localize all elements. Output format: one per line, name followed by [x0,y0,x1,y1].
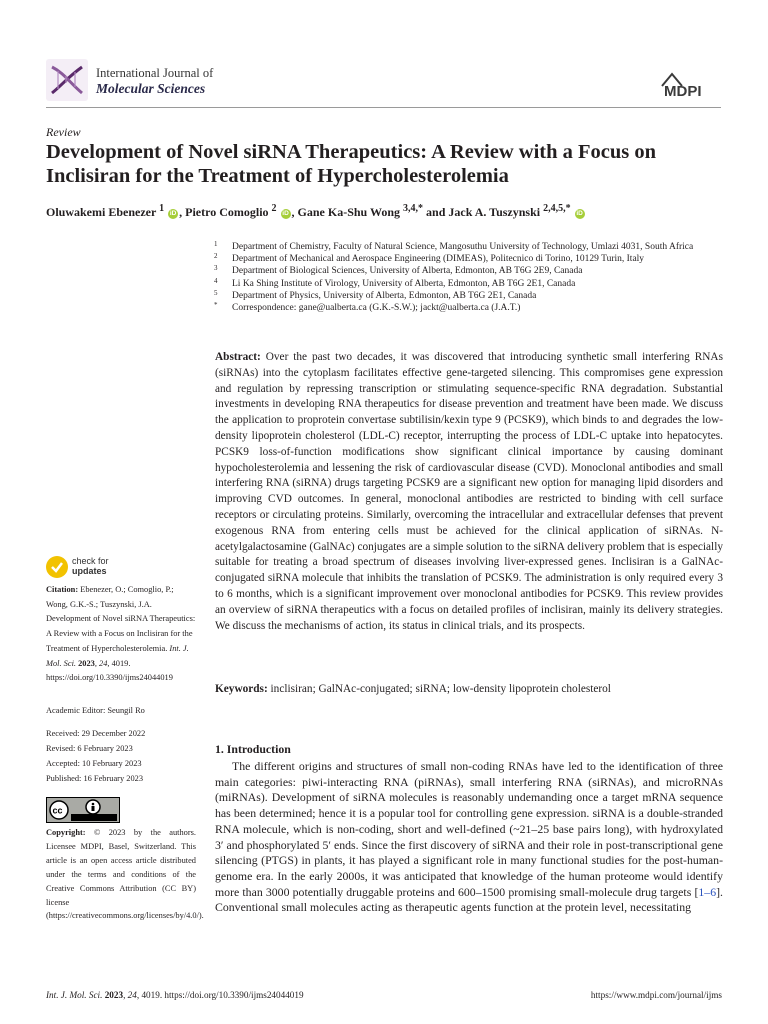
reference-link[interactable]: 1–6 [698,884,717,899]
abstract-text: Over the past two decades, it was discovered that introducing synthetic small interfering RNAs (siRNAs) into the cytoplasm facilitates effective gene-targeted silencing. This compromises gene expression and regulation by repressing transcription or stimulating sequence-specific RNA degradation. Substantial investments in developing RNA therapeutics for disease prevention and treatment have been made. We discuss the application to proprotein convertase subtilisin/kexin type 9 (PCSK9), which binds to and degrades the low-density lipoprotein cholesterol (LDL-C) receptor, interrupting the process of LDL-C uptake into hepatocytes. PCSK9 loss-of-function modifications show significant clinical importance by causing dominant hypocholesterolemia and lessening the risk of cardiovascular disease (CVD). Monoclonal antibodies and small interfering RNA (siRNA) drugs targeting PCSK9 are a significant new option for managing lipid disorders and improving CVD outcomes. In general, monoclonal antibodies are restricted to binding with cell surface receptors or circulating proteins. Similarly, overcoming the intracellular and extracellular defenses that prevent exogenous RNA from entering cells must be achieved for the clinical application of siRNAs. N-acetylgalactosamine (GalNAc) conjugates are a simple solution to the siRNA delivery problem that is especially suitable for treating a broad spectrum of diseases involving liver-expressed genes. Inclisiran is a GalNAc-conjugated siRNA molecule that inhibits the translation of PCSK9. The administration is only required every 3 to 6 months, which is a significant improvement over monoclonal antibodies for PCSK9. This review provides an overview of siRNA therapeutics with a focus on detailed profiles of inclisiran, mainly its delivery strategies. We discuss the mechanisms of action, its status in clinical trials, and its prospects. [215,351,723,632]
author-name[interactable]: Gane Ka-Shu Wong [297,205,401,219]
keywords-text: inclisiran; GalNAc-conjugated; siRNA; low-density lipoprotein cholesterol [270,683,611,695]
check-for-updates-line1[interactable]: check for [72,556,109,566]
check-for-updates-line2[interactable]: updates [72,566,107,576]
publisher-logo [660,70,720,100]
orcid-icon[interactable]: iD [169,210,177,217]
affiliations [214,241,729,314]
journal-name-line2: Molecular Sciences [96,81,206,96]
cc-by-license-badge[interactable] [46,797,120,823]
journal-name-line1: International Journal of [96,66,214,80]
affiliation-item: 3 Department of Biological Sciences, University of Alberta, Edmonton, AB T6G 2E9, Canada [214,264,583,277]
footer-citation: Int. J. Mol. Sci. 2023, 24, 4019. https://doi.org/10.3390/ijms24044019 [46,990,304,1000]
affiliation-item: 4 Li Ka Shing Institute of Virology, University of Alberta, Edmonton, AB T6G 2E1, Canada [214,276,576,289]
footer-journal-url[interactable]: https://www.mdpi.com/journal/ijms [590,990,722,1000]
journal-logo [46,59,88,101]
affiliation-item: 2 Department of Mechanical and Aerospace Engineering (DIMEAS), Politecnico di Torino, 10129 Turin, Italy [214,252,645,265]
author-and: and [426,205,446,219]
abstract-label: Abstract: [215,351,261,363]
dna-helix-icon [46,59,88,101]
intro-paragraph: The different origins and structures of small non-coding RNAs have led to the identification of three main categories: piwi-interacting RNA (piRNAs), small interfering RNA (siRNAs), and microRNAs (miRNAs). Development of siRNA molecules is reasonably undemanding once a target mRNA sequence has been determined; hence it is a popular tool for controlling gene expression. siRNA is a double-stranded RNA molecule, which is non-coding, short and well-defined (~21–25 base pairs long), with hydroxylated 3′ and phosphorylated 5′ ends. Since the first discovery of siRNA and their role in post-transcriptional gene silencing (PTGS) in plants, it has played a significant role in many functional studies for the post-human-genome era. In the early 2000s, it was anticipated that knowledge of the human proteome would identify more than 3000 potentially druggable proteins and 600–1500 promising small-molecule drug targets [1–6]. Conventional small molecules acting as therapeutic agents function at the protein level, necessitating [215,759,723,915]
citation-doi[interactable]: , 4019. https://doi.org/10.3390/ijms24044019 [46,658,173,683]
author-name[interactable]: Jack A. Tuszynski [448,205,541,219]
correspondence: * Correspondence: gane@ualberta.ca (G.K.-S.W.); jackt@ualberta.ca (J.A.T.) [214,301,521,314]
author-list: Oluwakemi Ebenezer $^1$ iD , Pietro Comoglio $^2$ iD , Gane Ka-Shu Wong $^{3,4,*}$ and Jack A. Tuszynski $^{2,4,5,*}$ iD [46,203,583,219]
date-revised: Revised: 6 February 2023 [46,744,133,753]
academic-editor: Academic Editor: Seungil Ro [46,706,145,715]
author-sup: 2,4,5,* [543,203,571,214]
author-name[interactable]: Oluwakemi Ebenezer [46,205,157,219]
publisher-text: MDPI [664,83,702,100]
article-type: Review [46,125,81,139]
keywords-label: Keywords: [215,683,268,695]
svg-text:cc: cc [52,805,63,816]
article-title: Development of Novel siRNA Therapeutics: A Review with a Focus on Inclisiran for the Treatment of Hypercholesterolemia [46,141,657,187]
author-sup: 2 [271,203,277,214]
section-heading: 1. Introduction [215,742,291,756]
abstract [215,350,723,634]
affiliation-item: 1 Department of Chemistry, Faculty of Natural Science, Mangosuthu University of Technology, Umlazi 4031, South Africa [214,240,694,252]
header-divider [46,107,721,108]
date-received: Received: 29 December 2022 [46,729,146,738]
check-for-updates-icon[interactable] [46,556,68,578]
author-sup: 1 [159,203,165,214]
author-name[interactable]: Pietro Comoglio [185,205,269,219]
date-accepted: Accepted: 10 February 2023 [46,759,142,768]
date-published: Published: 16 February 2023 [46,774,144,783]
author-sup: 3,4,* [403,203,424,214]
citation-block: Citation: Ebenezer, O.; Comoglio, P.; Wong, G.K.-S.; Tuszynski, J.A. Development of Novel siRNA Therapeutics: A Review with a Focus on Inclisiran for the Treatment of Hypercholesterolemia. Int. J. Mol. Sci. 2023, 24, 4019. https://doi.org/10.3390/ijms24044019 [46,585,196,683]
keywords [215,683,723,695]
orcid-icon[interactable]: iD [576,210,583,217]
affiliation-item: 5 Department of Physics, University of Alberta, Edmonton, AB T6G 2E1, Canada [214,288,537,301]
copyright-notice: Copyright: © 2023 by the authors. Licensee MDPI, Basel, Switzerland. This article is an open access article distributed under the terms and conditions of the Creative Commons Attribution (CC BY) license (https://creativecommons.org/licenses/by/4.0/). [46,828,204,921]
orcid-icon[interactable]: iD [282,210,289,217]
